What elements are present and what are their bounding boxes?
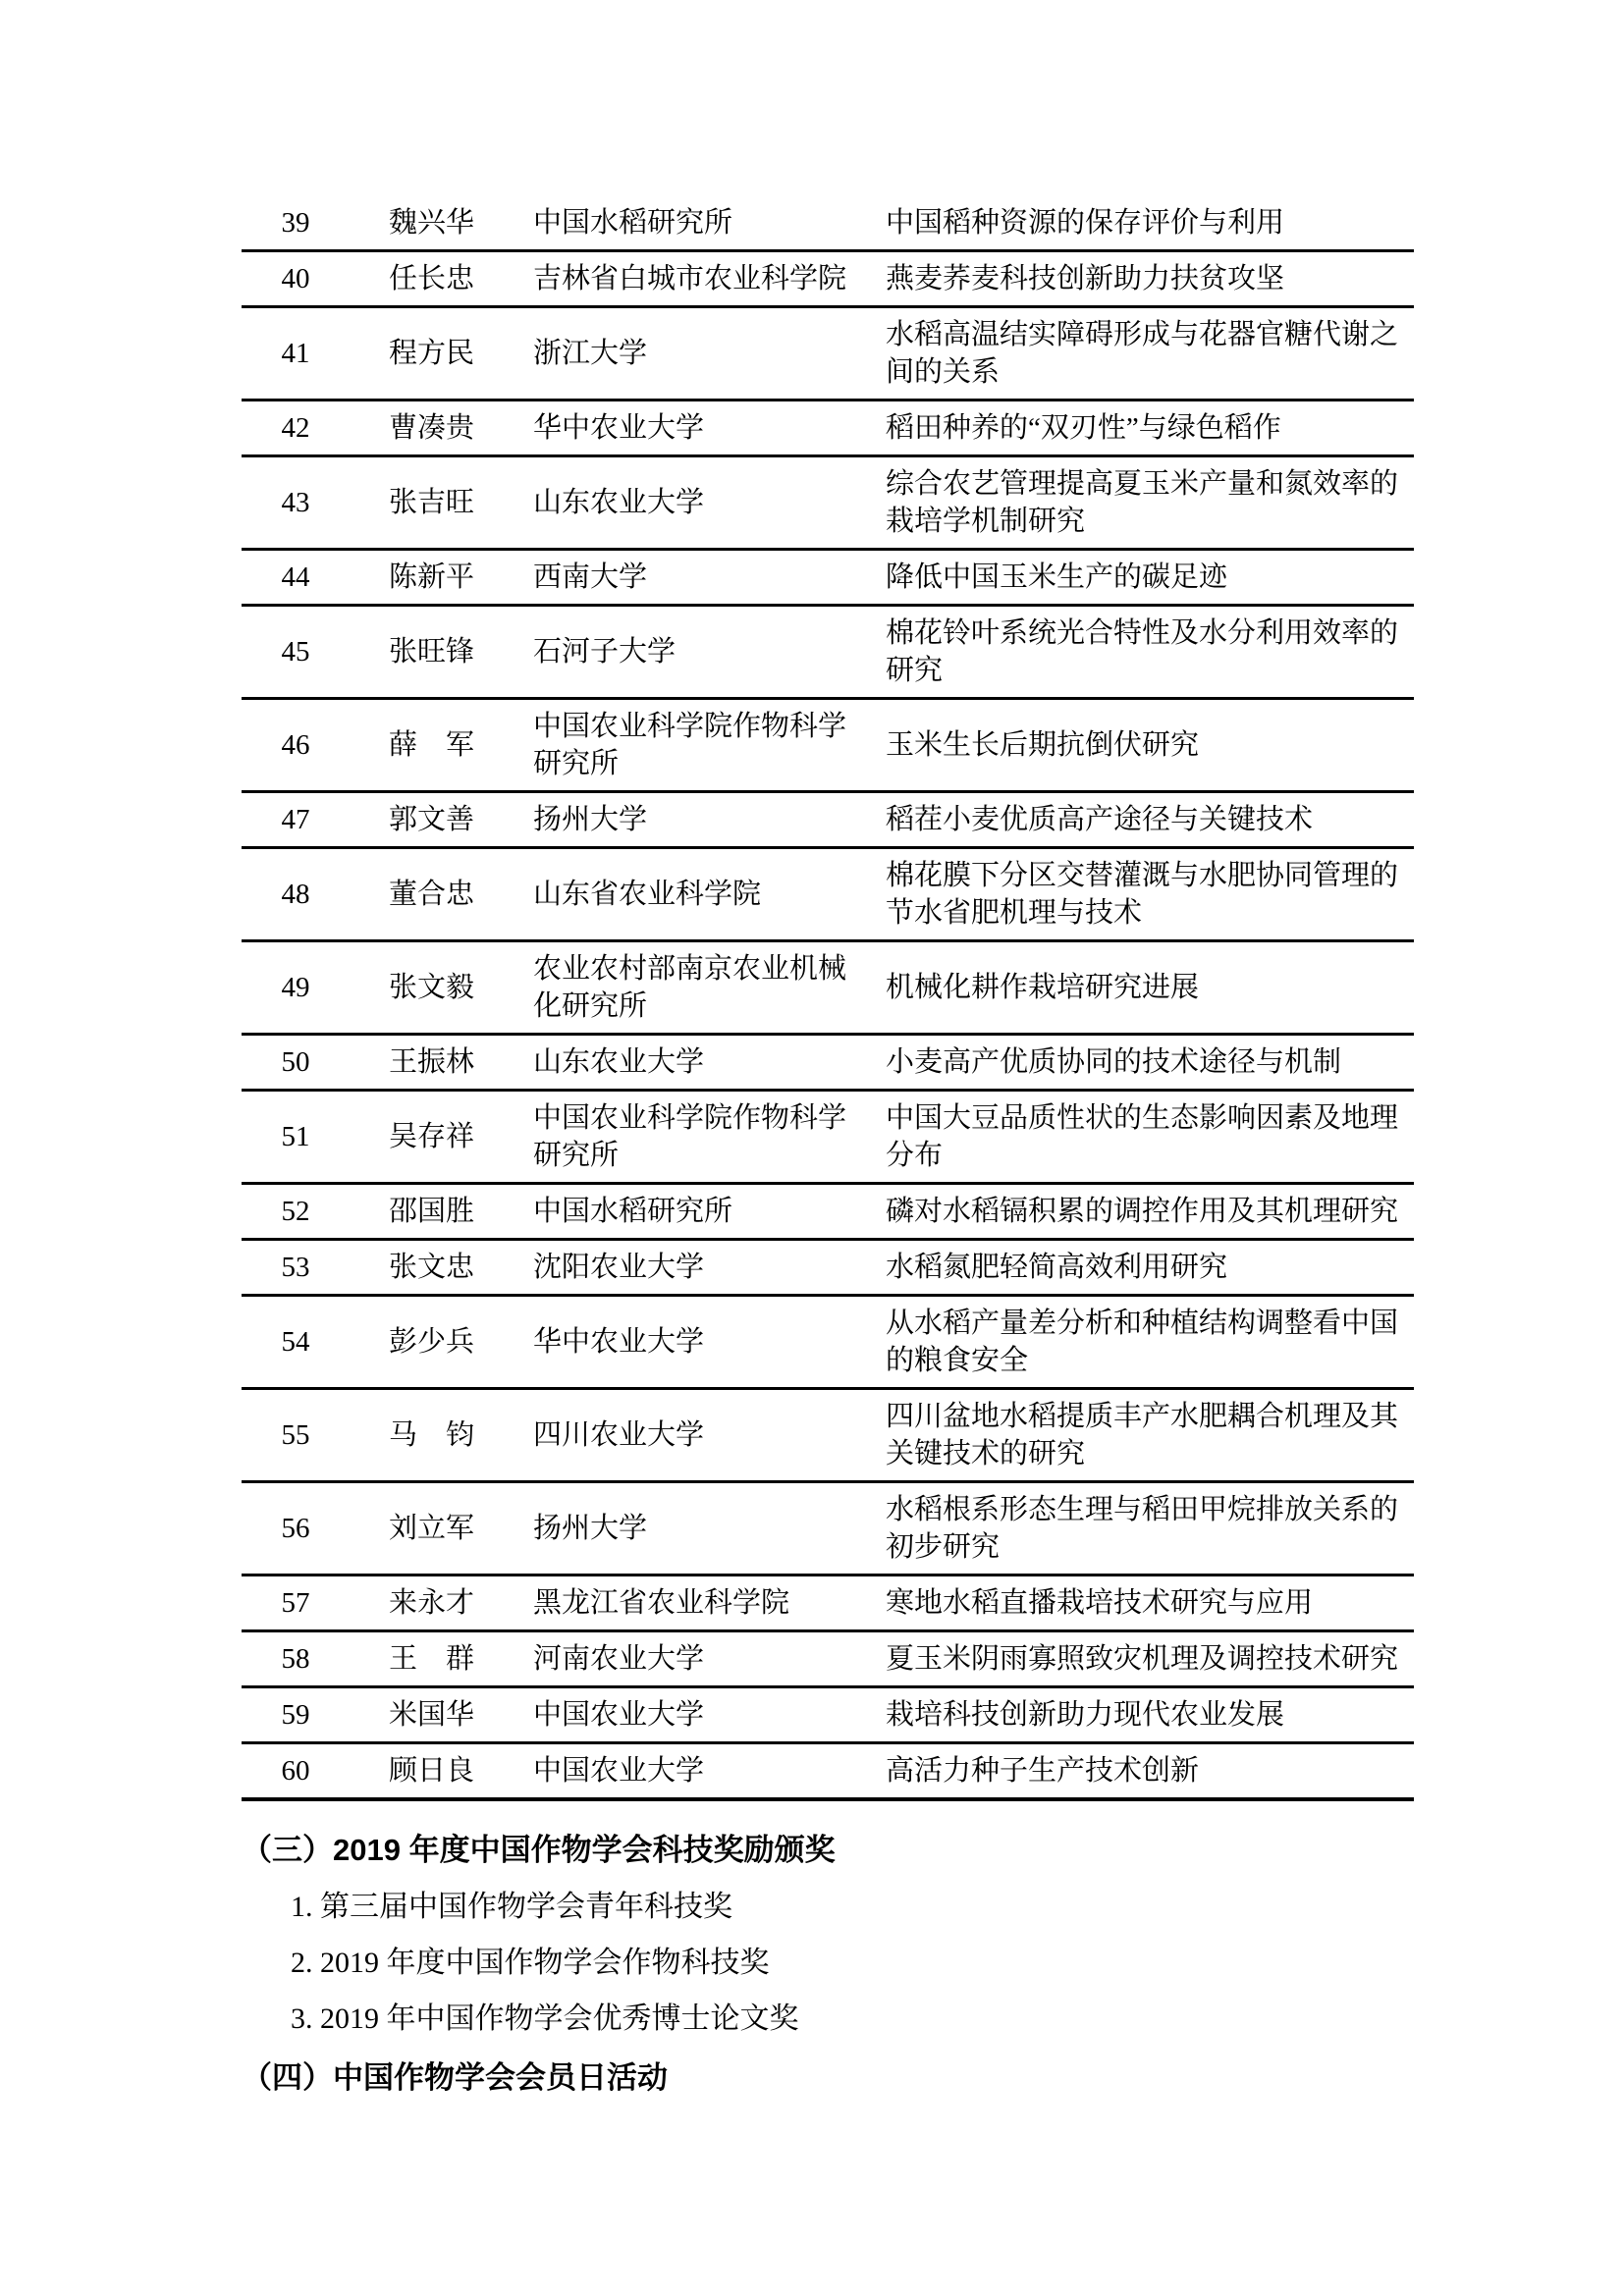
awardee-name-cell: 顾日良 [389, 1755, 475, 1787]
topic-cell: 玉米生长后期抗倒伏研究 [886, 729, 1200, 761]
topic-cell: 高活力种子生产技术创新 [886, 1755, 1200, 1787]
institution-cell: 石河子大学 [533, 636, 677, 667]
row-number-cell: 45 [281, 636, 310, 667]
awardee-name-cell: 董合忠 [389, 879, 475, 910]
topic-cell: 四川盆地水稻提质丰产水肥耦合机理及其关键技术的研究 [886, 1401, 1399, 1469]
institution-cell: 中国农业大学 [533, 1755, 705, 1787]
institution-cell: 山东省农业科学院 [533, 879, 762, 910]
institution-cell: 山东农业大学 [533, 487, 705, 518]
awardee-name-cell: 郭文善 [389, 804, 475, 835]
table-row [242, 1688, 1414, 1744]
row-number-cell: 60 [281, 1755, 310, 1787]
institution-cell: 四川农业大学 [533, 1419, 705, 1451]
row-number-cell: 52 [281, 1196, 310, 1227]
awardee-name-cell: 张旺锋 [389, 636, 475, 667]
awardee-name-cell: 魏兴华 [389, 207, 475, 239]
table-row [242, 1297, 1414, 1390]
topic-cell: 稻田种养的“双刃性”与绿色稻作 [886, 412, 1281, 444]
awardee-name-cell: 薛 军 [389, 729, 475, 761]
table-row [242, 1092, 1414, 1185]
row-number-cell: 43 [281, 487, 310, 518]
institution-cell: 中国农业大学 [533, 1699, 705, 1731]
topic-cell: 夏玉米阴雨寡照致灾机理及调控技术研究 [886, 1643, 1399, 1675]
awardee-name-cell: 米国华 [389, 1699, 475, 1731]
awardee-name-cell: 邵国胜 [389, 1196, 475, 1227]
table-row [242, 551, 1414, 607]
section-heading-three: （三）2019 年度中国作物学会科技奖励颁奖 [242, 1833, 836, 1867]
row-number-cell: 58 [281, 1643, 310, 1675]
sections-block [242, 1831, 1414, 2098]
table-row [242, 1483, 1414, 1576]
award-list [291, 1888, 1414, 2039]
award-list-item: 3. 2019 年中国作物学会优秀博士论文奖 [291, 2002, 799, 2035]
awardee-name-cell: 王 群 [389, 1643, 475, 1675]
topic-cell: 水稻根系形态生理与稻田甲烷排放关系的初步研究 [886, 1494, 1399, 1563]
awardee-name-cell: 张文毅 [389, 972, 475, 1003]
awardee-name-cell: 彭少兵 [389, 1326, 475, 1358]
topic-cell: 水稻氮肥轻简高效利用研究 [886, 1252, 1228, 1283]
row-number-cell: 44 [281, 561, 310, 593]
topic-cell: 机械化耕作栽培研究进展 [886, 972, 1200, 1003]
table-row [242, 1036, 1414, 1092]
awardee-name-cell: 吴存祥 [389, 1121, 475, 1152]
topic-cell: 综合农艺管理提高夏玉米产量和氮效率的栽培学机制研究 [886, 468, 1399, 537]
row-number-cell: 46 [281, 729, 310, 761]
award-list-item: 2. 2019 年度中国作物学会作物科技奖 [291, 1947, 770, 1979]
awardee-name-cell: 来永才 [389, 1587, 475, 1619]
row-number-cell: 57 [281, 1587, 310, 1619]
topic-cell: 栽培科技创新助力现代农业发展 [886, 1699, 1285, 1731]
table-row [242, 457, 1414, 551]
awardee-name-cell: 马 钧 [389, 1419, 475, 1451]
topic-cell: 磷对水稻镉积累的调控作用及其机理研究 [886, 1196, 1399, 1227]
section-heading-four: （四）中国作物学会会员日活动 [242, 2060, 668, 2095]
topic-cell: 棉花铃叶系统光合特性及水分利用效率的研究 [886, 617, 1399, 686]
row-number-cell: 41 [281, 338, 310, 369]
row-number-cell: 54 [281, 1326, 310, 1358]
awardee-name-cell: 陈新平 [389, 561, 475, 593]
table-row [242, 1390, 1414, 1483]
topic-cell: 水稻高温结实障碍形成与花器官糖代谢之间的关系 [886, 319, 1399, 388]
table-row [242, 1185, 1414, 1241]
row-number-cell: 59 [281, 1699, 310, 1731]
table-row [242, 1241, 1414, 1297]
institution-cell: 西南大学 [533, 561, 648, 593]
row-number-cell: 40 [281, 263, 310, 294]
row-number-cell: 51 [281, 1121, 310, 1152]
topic-cell: 降低中国玉米生产的碳足迹 [886, 561, 1228, 593]
awardee-name-cell: 任长忠 [389, 263, 475, 294]
row-number-cell: 53 [281, 1252, 310, 1283]
table-row [242, 1632, 1414, 1688]
institution-cell: 扬州大学 [533, 1513, 648, 1544]
topic-cell: 从水稻产量差分析和种植结构调整看中国的粮食安全 [886, 1308, 1399, 1376]
topic-cell: 燕麦荞麦科技创新助力扶贫攻坚 [886, 263, 1285, 294]
topic-cell: 稻茬小麦优质高产途径与关键技术 [886, 804, 1314, 835]
table-row [242, 196, 1414, 252]
topic-cell: 中国稻种资源的保存评价与利用 [886, 207, 1285, 239]
institution-cell: 吉林省白城市农业科学院 [533, 263, 847, 294]
row-number-cell: 39 [281, 207, 310, 239]
row-number-cell: 49 [281, 972, 310, 1003]
award-list-item: 1. 第三届中国作物学会青年科技奖 [291, 1891, 732, 1923]
institution-cell: 华中农业大学 [533, 412, 705, 444]
topic-cell: 中国大豆品质性状的生态影响因素及地理分布 [886, 1102, 1399, 1171]
table-row [242, 1744, 1414, 1801]
topic-cell: 寒地水稻直播栽培技术研究与应用 [886, 1587, 1314, 1619]
institution-cell: 河南农业大学 [533, 1643, 705, 1675]
row-number-cell: 47 [281, 804, 310, 835]
awardee-name-cell: 曹凑贵 [389, 412, 475, 444]
row-number-cell: 56 [281, 1513, 310, 1544]
table-row [242, 942, 1414, 1036]
table-row [242, 308, 1414, 401]
table-row [242, 1576, 1414, 1632]
table-row [242, 793, 1414, 849]
topic-cell: 小麦高产优质协同的技术途径与机制 [886, 1046, 1342, 1078]
institution-cell: 扬州大学 [533, 804, 648, 835]
awardee-name-cell: 张吉旺 [389, 487, 475, 518]
table-row [242, 849, 1414, 942]
awardee-name-cell: 刘立军 [389, 1513, 475, 1544]
row-number-cell: 42 [281, 412, 310, 444]
institution-cell: 中国水稻研究所 [533, 207, 733, 239]
awards-table [242, 196, 1414, 1801]
table-row [242, 252, 1414, 308]
institution-cell: 浙江大学 [533, 338, 648, 369]
table-row [242, 700, 1414, 793]
institution-cell: 山东农业大学 [533, 1046, 705, 1078]
awardee-name-cell: 张文忠 [389, 1252, 475, 1283]
institution-cell: 黑龙江省农业科学院 [533, 1587, 790, 1619]
institution-cell: 农业农村部南京农业机械化研究所 [533, 953, 847, 1022]
institution-cell: 沈阳农业大学 [533, 1252, 705, 1283]
table-row [242, 401, 1414, 457]
institution-cell: 中国农业科学院作物科学研究所 [533, 711, 847, 779]
institution-cell: 华中农业大学 [533, 1326, 705, 1358]
row-number-cell: 48 [281, 879, 310, 910]
awardee-name-cell: 程方民 [389, 338, 475, 369]
topic-cell: 棉花膜下分区交替灌溉与水肥协同管理的节水省肥机理与技术 [886, 860, 1399, 929]
institution-cell: 中国农业科学院作物科学研究所 [533, 1102, 847, 1171]
table-row [242, 607, 1414, 700]
institution-cell: 中国水稻研究所 [533, 1196, 733, 1227]
row-number-cell: 50 [281, 1046, 310, 1078]
awardee-name-cell: 王振林 [389, 1046, 475, 1078]
row-number-cell: 55 [281, 1419, 310, 1451]
